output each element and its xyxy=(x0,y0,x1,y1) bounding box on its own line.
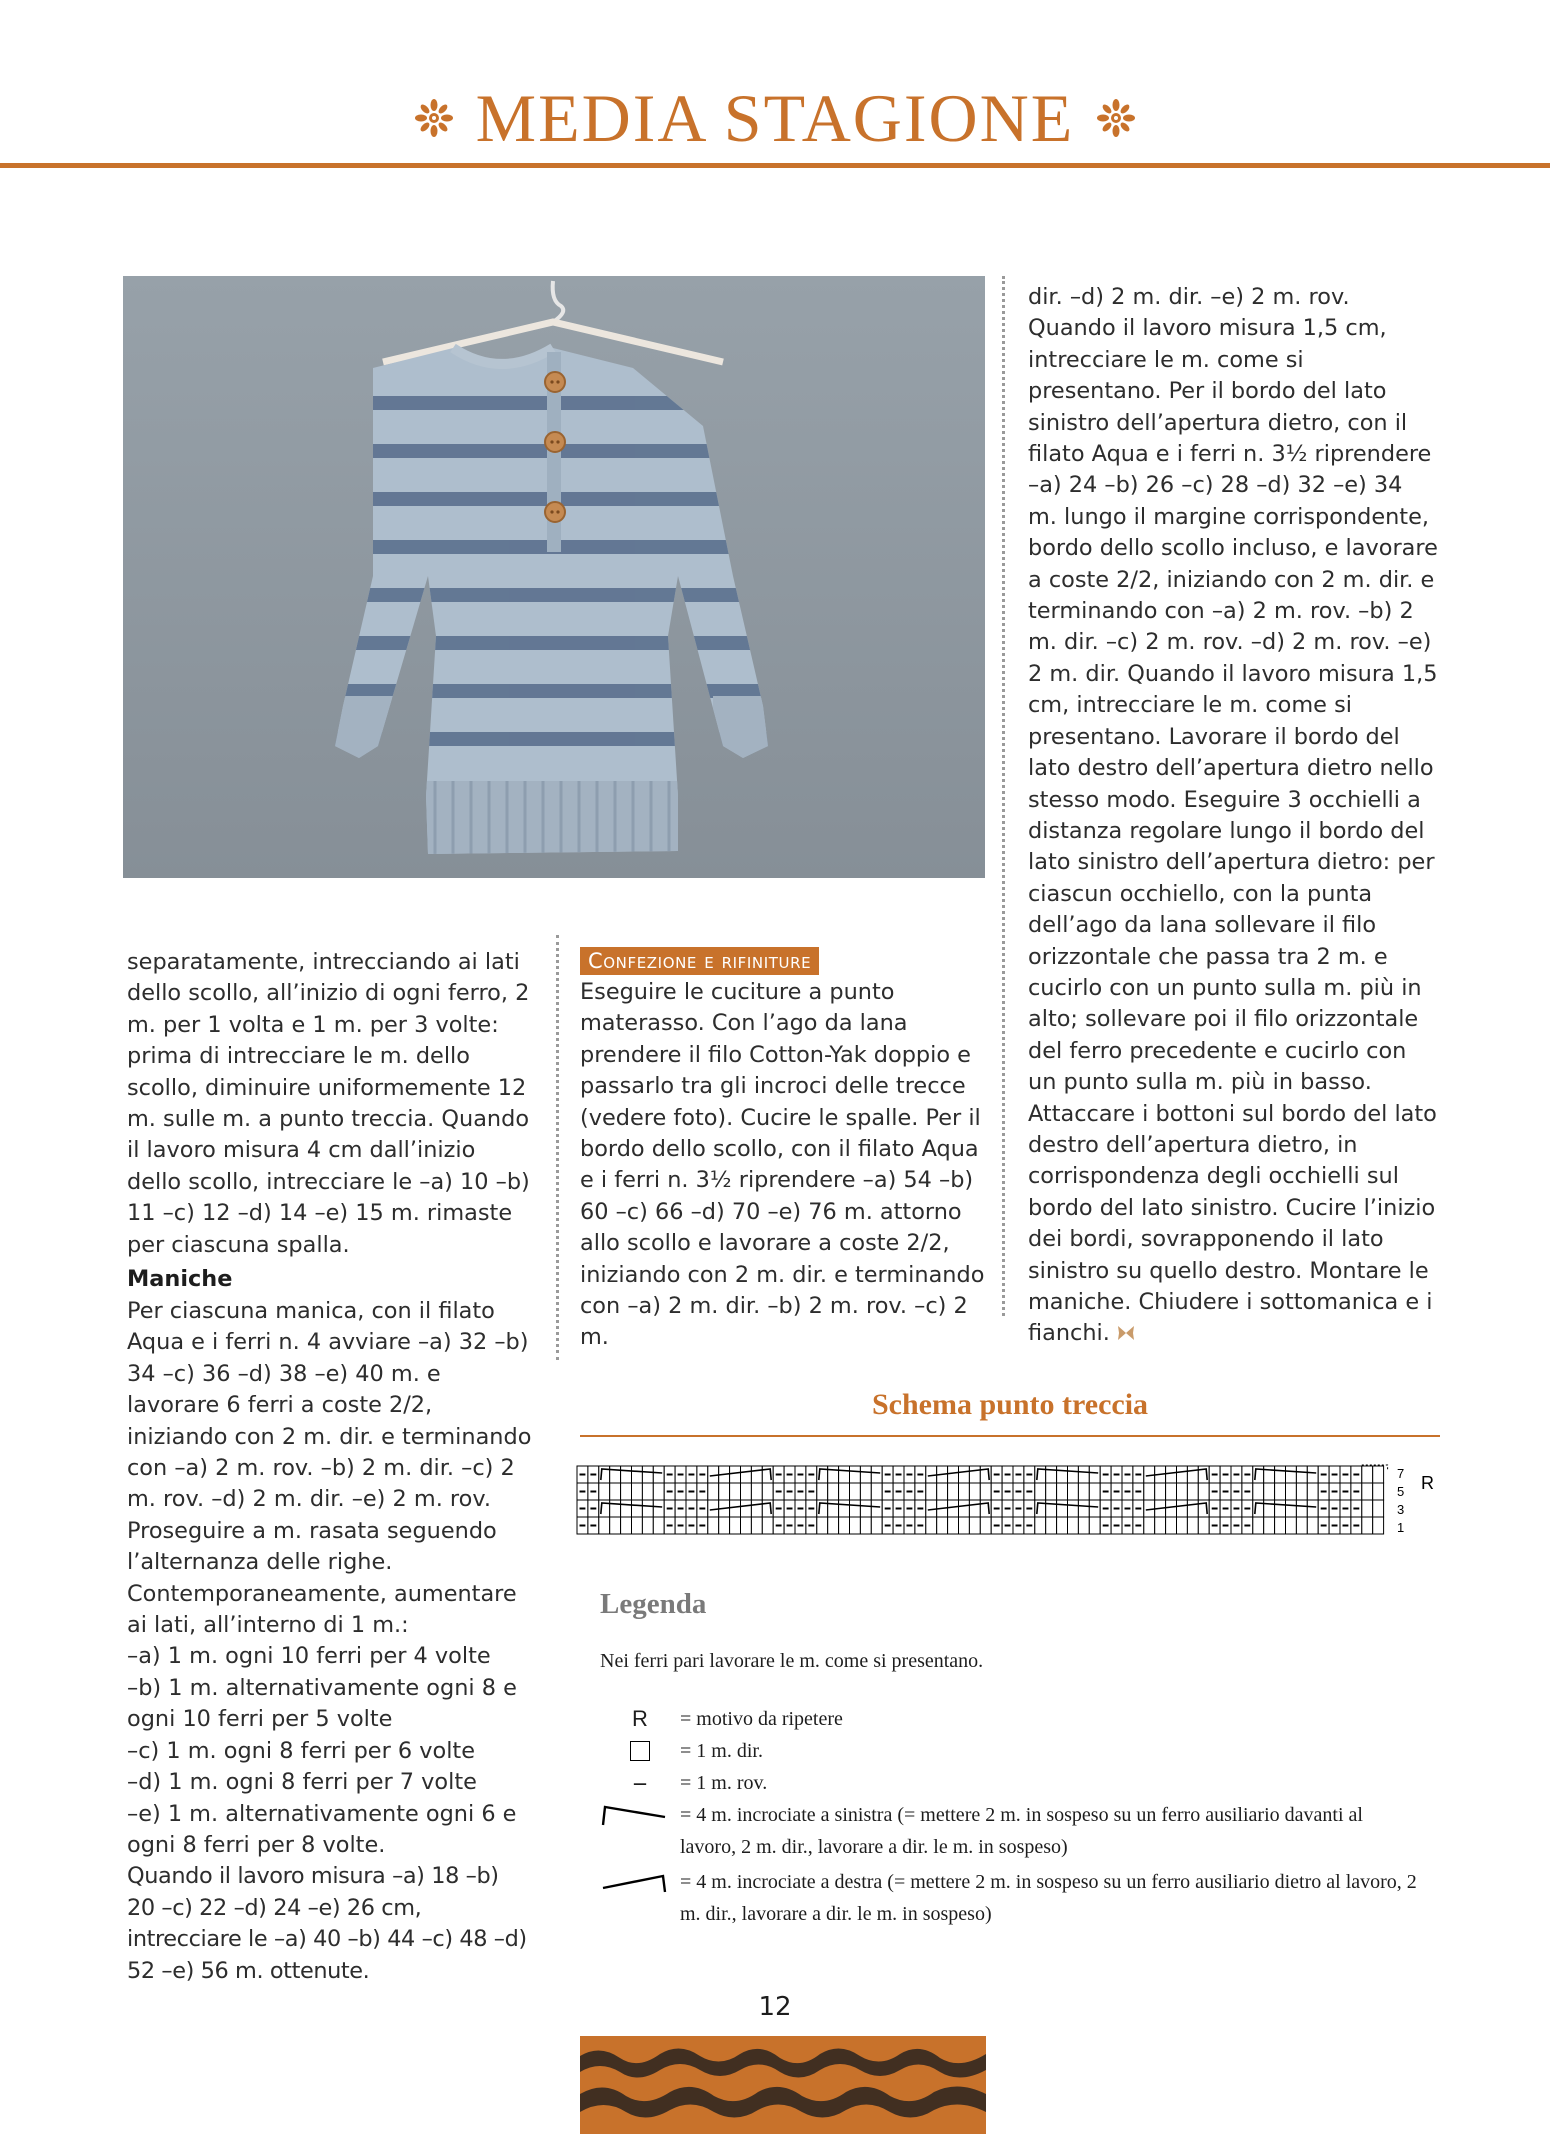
body-text-run: dir. –d) 2 m. dir. –e) 2 m. rov. Quando il lavoro misura 1,5 cm, intrecciare le m. come si presentano. Per il bordo del lato sinistro dell’apertura dietro, con il filato Aqua e i ferri n. 3½ riprendere –a) 24 –b) 26 –c) 28 –d) 32 –e) 34 m. lungo il margine corrispondente, bordo dello scollo incluso, e lavorare a coste 2/2, iniziando con 2 m. dir. e terminando con –a) 2 m. rov. –b) 2 m. dir. –c) 2 m. rov. –d) 2 m. rov. –e) 2 m. dir. Quando il lavoro misura 1,5 cm, intrecciare le m. come si presentano. Lavorare il bordo del lato destro dell’apertura dietro nello stesso modo. Eseguire 3 occhielli a distanza regolare lungo il bordo del lato sinistro dell’apertura dietro: per ciascun occhiello, con la punta dell’ago da lana sollevare il filo orizzontale che passa tra 2 m. e cucirlo con un punto sulla m. più in alto; sollevare poi il filo orizzontale del ferro precedente e cucirlo con un punto sulla m. più in basso. Attaccare i bottoni sul bordo del lato destro dell’apertura dietro, in corrispondenza degli occhielli sul bordo del lato sinistro. Cucire l’inizio dei bordi, sovrapponendo il lato sinistro su quello destro. Montare le maniche. Chiudere i sottomanica e i fianchi. xyxy=(1028,284,1438,1347)
chart-cell xyxy=(1286,1517,1297,1534)
chart-cell xyxy=(730,1483,741,1500)
page-number: 12 xyxy=(758,1992,792,2022)
chart-cell xyxy=(621,1483,632,1500)
chart-cell xyxy=(642,1500,653,1517)
body-text: Per ciascuna manica, con il filato Aqua e i ferri n. 4 avviare –a) 32 –b) 34 –c) 36 –d) 38 –e) 40 m. e lavorare 6 ferri a coste 2/2, iniziando con 2 m. dir. e terminando con –a) 2 m. rov. –b) 2 m. dir. –c) 2 m. rov. –d) 2 m. dir. –e) 2 m. rov. Proseguire a m. rasata seguendo l’alternanza delle righe. Contemporaneamente, aumentare ai lati, all’interno di 1 m.: xyxy=(127,1298,532,1639)
chart-cell xyxy=(1275,1500,1286,1517)
chart-cell xyxy=(1362,1517,1373,1534)
chart-cell xyxy=(948,1466,959,1483)
chart-cell xyxy=(1035,1483,1046,1500)
chart-cell xyxy=(741,1466,752,1483)
legend-description: = motivo da ripetere xyxy=(680,1708,843,1730)
empty-square-symbol xyxy=(600,1735,680,1767)
chart-cell xyxy=(1275,1483,1286,1500)
chart-cell xyxy=(1177,1500,1188,1517)
chart-cell xyxy=(969,1466,980,1483)
chart-cell xyxy=(839,1466,850,1483)
chart-cell xyxy=(751,1466,762,1483)
body-text: separatamente, intrecciando ai lati dello scollo, all’inizio di ogni ferro, 2 m. per 1 volta e 1 m. per 3 volte: prima di intrecciare le m. dello scollo, diminuire uniformemente 12 m. sulle m. a punto treccia. Quando il lavoro misura 4 cm dall’inizio dello scollo, intrecciare le –a) 10 –b) 11 –c) 12 –d) 14 –e) 15 m. rimaste per ciascuna spalla. xyxy=(127,949,530,1258)
chart-cell xyxy=(610,1517,621,1534)
chart-cell xyxy=(948,1483,959,1500)
sweater-illustration xyxy=(123,276,985,878)
legend-note: Nei ferri pari lavorare le m. come si presentano. xyxy=(600,1650,984,1672)
chart-cell xyxy=(1057,1500,1068,1517)
chart-cell xyxy=(839,1483,850,1500)
chart-cell xyxy=(1198,1483,1209,1500)
chart-cell xyxy=(1198,1517,1209,1534)
chart-cell xyxy=(632,1517,643,1534)
chart-cell xyxy=(828,1466,839,1483)
chart-cell xyxy=(621,1517,632,1534)
chart-cell xyxy=(653,1466,664,1483)
body-text xyxy=(1028,282,1438,1350)
legend-description: = 1 m. dir. xyxy=(680,1740,763,1762)
page-header xyxy=(0,78,1550,158)
column3-paragraph xyxy=(1028,282,1438,1350)
chart-cell xyxy=(1177,1517,1188,1534)
chart-cell xyxy=(1187,1483,1198,1500)
body-text: Quando il lavoro misura –a) 18 –b) 20 –c) 22 –d) 24 –e) 26 cm, intrecciare le –a) 40 –b) 44 –c) 48 –d) 52 –e) 56 m. ottenute. xyxy=(127,1863,527,1984)
chart-cell xyxy=(828,1483,839,1500)
chart-cell xyxy=(1078,1517,1089,1534)
chart-cell xyxy=(1187,1500,1198,1517)
chart-cell xyxy=(1177,1483,1188,1500)
chart-cell xyxy=(1068,1500,1079,1517)
row-number: 3 xyxy=(1397,1502,1405,1517)
chart-cell xyxy=(1155,1517,1166,1534)
chart-cell xyxy=(871,1517,882,1534)
chart-cell xyxy=(730,1466,741,1483)
chart-cell xyxy=(1264,1466,1275,1483)
chart-cell xyxy=(741,1500,752,1517)
chart-cell xyxy=(1078,1500,1089,1517)
legend-description: = 4 m. incrociate a sinistra (= mettere 2 m. in sospeso su un ferro ausiliario davanti al lavoro, 2 m. dir., lavorare a dir. le m. in sospeso) xyxy=(680,1804,1363,1858)
chart-cell xyxy=(1373,1466,1384,1483)
chart-cell xyxy=(860,1466,871,1483)
chart-cell xyxy=(1373,1517,1384,1534)
chart-cell xyxy=(762,1483,773,1500)
chart-cell xyxy=(708,1517,719,1534)
chart-cell xyxy=(1275,1466,1286,1483)
finishing-paragraph xyxy=(580,977,985,1354)
symbol-text: R xyxy=(632,1706,648,1731)
legend-description: = 4 m. incrociate a destra (= mettere 2 m. in sospeso su un ferro ausiliario dietro al lavoro, 2 m. dir., lavorare a dir. le m. in sospeso) xyxy=(680,1871,1417,1925)
chart-cell xyxy=(860,1517,871,1534)
cross-left-symbol xyxy=(592,1799,676,1831)
chart-cell xyxy=(1046,1483,1057,1500)
chart-cell xyxy=(632,1466,643,1483)
chart-cell xyxy=(828,1500,839,1517)
chart-cell xyxy=(980,1517,991,1534)
chart-cell xyxy=(926,1517,937,1534)
column-divider xyxy=(1002,276,1005,1316)
chart-cell xyxy=(1078,1466,1089,1483)
chart-cell xyxy=(1264,1517,1275,1534)
chart-cell xyxy=(719,1517,730,1534)
chart-cell xyxy=(741,1517,752,1534)
schema-divider xyxy=(580,1435,1440,1437)
chart-cell xyxy=(860,1483,871,1500)
chart-cell xyxy=(653,1500,664,1517)
chart-cell xyxy=(1068,1466,1079,1483)
increase-line: –c) 1 m. ogni 8 ferri per 6 volte xyxy=(127,1737,475,1764)
schema-title: Schema punto treccia xyxy=(871,1388,1149,1421)
chart-cell xyxy=(1296,1500,1307,1517)
chart-cell xyxy=(632,1500,643,1517)
chart-cell xyxy=(1166,1466,1177,1483)
chart-cell xyxy=(871,1466,882,1483)
increase-line: –e) 1 m. alternativamente ogni 6 e ogni 8 ferri per 8 volte. xyxy=(127,1800,517,1858)
chart-cell xyxy=(850,1466,861,1483)
chart-cell xyxy=(948,1500,959,1517)
chart-cell xyxy=(642,1483,653,1500)
legend-title: Legenda xyxy=(600,1588,707,1620)
chart-cell xyxy=(969,1483,980,1500)
chart-cell xyxy=(850,1500,861,1517)
chart-cell xyxy=(653,1517,664,1534)
flower-ornament-icon xyxy=(1096,98,1136,138)
chart-cell xyxy=(871,1483,882,1500)
chart-cell xyxy=(1307,1517,1318,1534)
chart-cell xyxy=(1046,1517,1057,1534)
chart-cell xyxy=(948,1517,959,1534)
repeat-label: R xyxy=(1421,1473,1434,1493)
chart-cell xyxy=(1057,1483,1068,1500)
symbol-text: – xyxy=(634,1770,646,1796)
butterfly-end-mark-icon xyxy=(1116,1323,1136,1343)
cable-stitch-chart xyxy=(575,1464,1435,1548)
chart-cell xyxy=(1286,1500,1297,1517)
cross-right-symbol xyxy=(592,1866,676,1898)
chart-cell xyxy=(621,1466,632,1483)
increase-line: –d) 1 m. ogni 8 ferri per 7 volte xyxy=(127,1769,477,1796)
chart-cell xyxy=(1307,1500,1318,1517)
chart-cell xyxy=(937,1517,948,1534)
chart-cell xyxy=(610,1483,621,1500)
chart-cell xyxy=(1307,1466,1318,1483)
chart-cell xyxy=(621,1500,632,1517)
chart-cell xyxy=(1089,1517,1100,1534)
chart-cell xyxy=(1286,1483,1297,1500)
chart-cell xyxy=(1035,1517,1046,1534)
chart-cell xyxy=(1307,1483,1318,1500)
chart-cell xyxy=(1046,1500,1057,1517)
chart-cell xyxy=(1362,1483,1373,1500)
chart-cell xyxy=(1057,1466,1068,1483)
chart-cell xyxy=(1089,1500,1100,1517)
chart-cell xyxy=(871,1500,882,1517)
chart-cell xyxy=(1068,1483,1079,1500)
chart-cell xyxy=(599,1483,610,1500)
chart-cell xyxy=(1275,1517,1286,1534)
page-title: MEDIA STAGIONE xyxy=(475,79,1075,156)
chart-cell xyxy=(1068,1517,1079,1534)
chart-cell xyxy=(959,1483,970,1500)
chart-cell xyxy=(719,1483,730,1500)
chart-cell xyxy=(1373,1483,1384,1500)
chart-cell xyxy=(610,1466,621,1483)
chart-cell xyxy=(1296,1483,1307,1500)
row-number: 5 xyxy=(1397,1484,1405,1499)
chart-cell xyxy=(850,1517,861,1534)
dash-symbol xyxy=(600,1767,680,1799)
chart-cell xyxy=(959,1517,970,1534)
chart-cell xyxy=(850,1483,861,1500)
chart-cell xyxy=(1144,1517,1155,1534)
chart-grid xyxy=(577,1465,1388,1534)
chart-cell xyxy=(1187,1517,1198,1534)
chart-cell xyxy=(1078,1483,1089,1500)
chart-cell xyxy=(1166,1517,1177,1534)
chart-cell xyxy=(839,1500,850,1517)
chart-cell xyxy=(1362,1466,1373,1483)
chart-cell xyxy=(751,1500,762,1517)
chart-cell xyxy=(730,1500,741,1517)
chart-cell xyxy=(1177,1466,1188,1483)
chart-cell xyxy=(632,1483,643,1500)
knit-texture-band xyxy=(580,2036,986,2134)
chart-cell xyxy=(817,1517,828,1534)
chart-cell xyxy=(1253,1483,1264,1500)
chart-cell xyxy=(1187,1466,1198,1483)
chart-cell xyxy=(762,1517,773,1534)
chart-cell xyxy=(959,1466,970,1483)
chart-cell xyxy=(741,1483,752,1500)
column1-paragraph xyxy=(127,947,532,1261)
chart-cell xyxy=(1264,1483,1275,1500)
chart-cell xyxy=(751,1483,762,1500)
flower-ornament-icon xyxy=(414,98,454,138)
chart-cell xyxy=(730,1517,741,1534)
chart-cell xyxy=(610,1500,621,1517)
chart-cell xyxy=(926,1483,937,1500)
chart-cell xyxy=(1057,1517,1068,1534)
chart-cell xyxy=(1089,1483,1100,1500)
chart-cell xyxy=(1264,1500,1275,1517)
chart-cell xyxy=(1286,1466,1297,1483)
chart-cell xyxy=(980,1483,991,1500)
chart-cell xyxy=(1373,1500,1384,1517)
chart-cell xyxy=(828,1517,839,1534)
chart-cell xyxy=(1144,1483,1155,1500)
chart-cell xyxy=(751,1517,762,1534)
chart-cell xyxy=(959,1500,970,1517)
chart-cell xyxy=(839,1517,850,1534)
body-text: Eseguire le cuciture a punto materasso. Con l’ago da lana prendere il filo Cotton-Yak doppio e passarlo tra gli incroci delle trecce (vedere foto). Cucire le spalle. Per il bordo dello scollo, con il filato Aqua e i ferri n. 3½ riprendere –a) 54 –b) 60 –c) 66 –d) 70 –e) 76 m. attorno allo scollo e lavorare a coste 2/2, iniziando con 2 m. dir. e terminando con –a) 2 m. dir. –b) 2 m. rov. –c) 2 m. xyxy=(580,979,985,1351)
sleeves-heading: Maniche xyxy=(127,1266,233,1292)
chart-cell xyxy=(1362,1500,1373,1517)
legend-description: = 1 m. rov. xyxy=(680,1772,768,1794)
striped-sweater-photo xyxy=(123,276,985,878)
row-number: 1 xyxy=(1397,1520,1405,1535)
repeat-r-symbol xyxy=(600,1703,680,1735)
header-divider xyxy=(0,163,1550,168)
increase-line: –b) 1 m. alternativamente ogni 8 e ogni 10 ferri per 5 volte xyxy=(127,1674,517,1733)
chart-cell xyxy=(653,1483,664,1500)
chart-cell xyxy=(1253,1517,1264,1534)
chart-cell xyxy=(1046,1466,1057,1483)
chart-cell xyxy=(1296,1466,1307,1483)
column-divider xyxy=(556,935,559,1360)
finishing-heading: Confezione e rifiniture xyxy=(580,947,819,975)
chart-cell xyxy=(860,1500,871,1517)
sleeves-instructions xyxy=(127,1296,532,1987)
chart-cell xyxy=(1166,1483,1177,1500)
chart-cell xyxy=(817,1483,828,1500)
increase-line: –a) 1 m. ogni 10 ferri per 4 volte xyxy=(127,1643,491,1670)
chart-cell xyxy=(969,1517,980,1534)
chart-cell xyxy=(1089,1466,1100,1483)
chart-cell xyxy=(1166,1500,1177,1517)
chart-cell xyxy=(708,1483,719,1500)
chart-cell xyxy=(642,1517,653,1534)
chart-cell xyxy=(969,1500,980,1517)
chart-cell xyxy=(937,1483,948,1500)
chart-cell xyxy=(1296,1517,1307,1534)
chart-cell xyxy=(1155,1483,1166,1500)
chart-cell xyxy=(642,1466,653,1483)
chart-cell xyxy=(599,1517,610,1534)
row-number: 7 xyxy=(1397,1466,1405,1481)
